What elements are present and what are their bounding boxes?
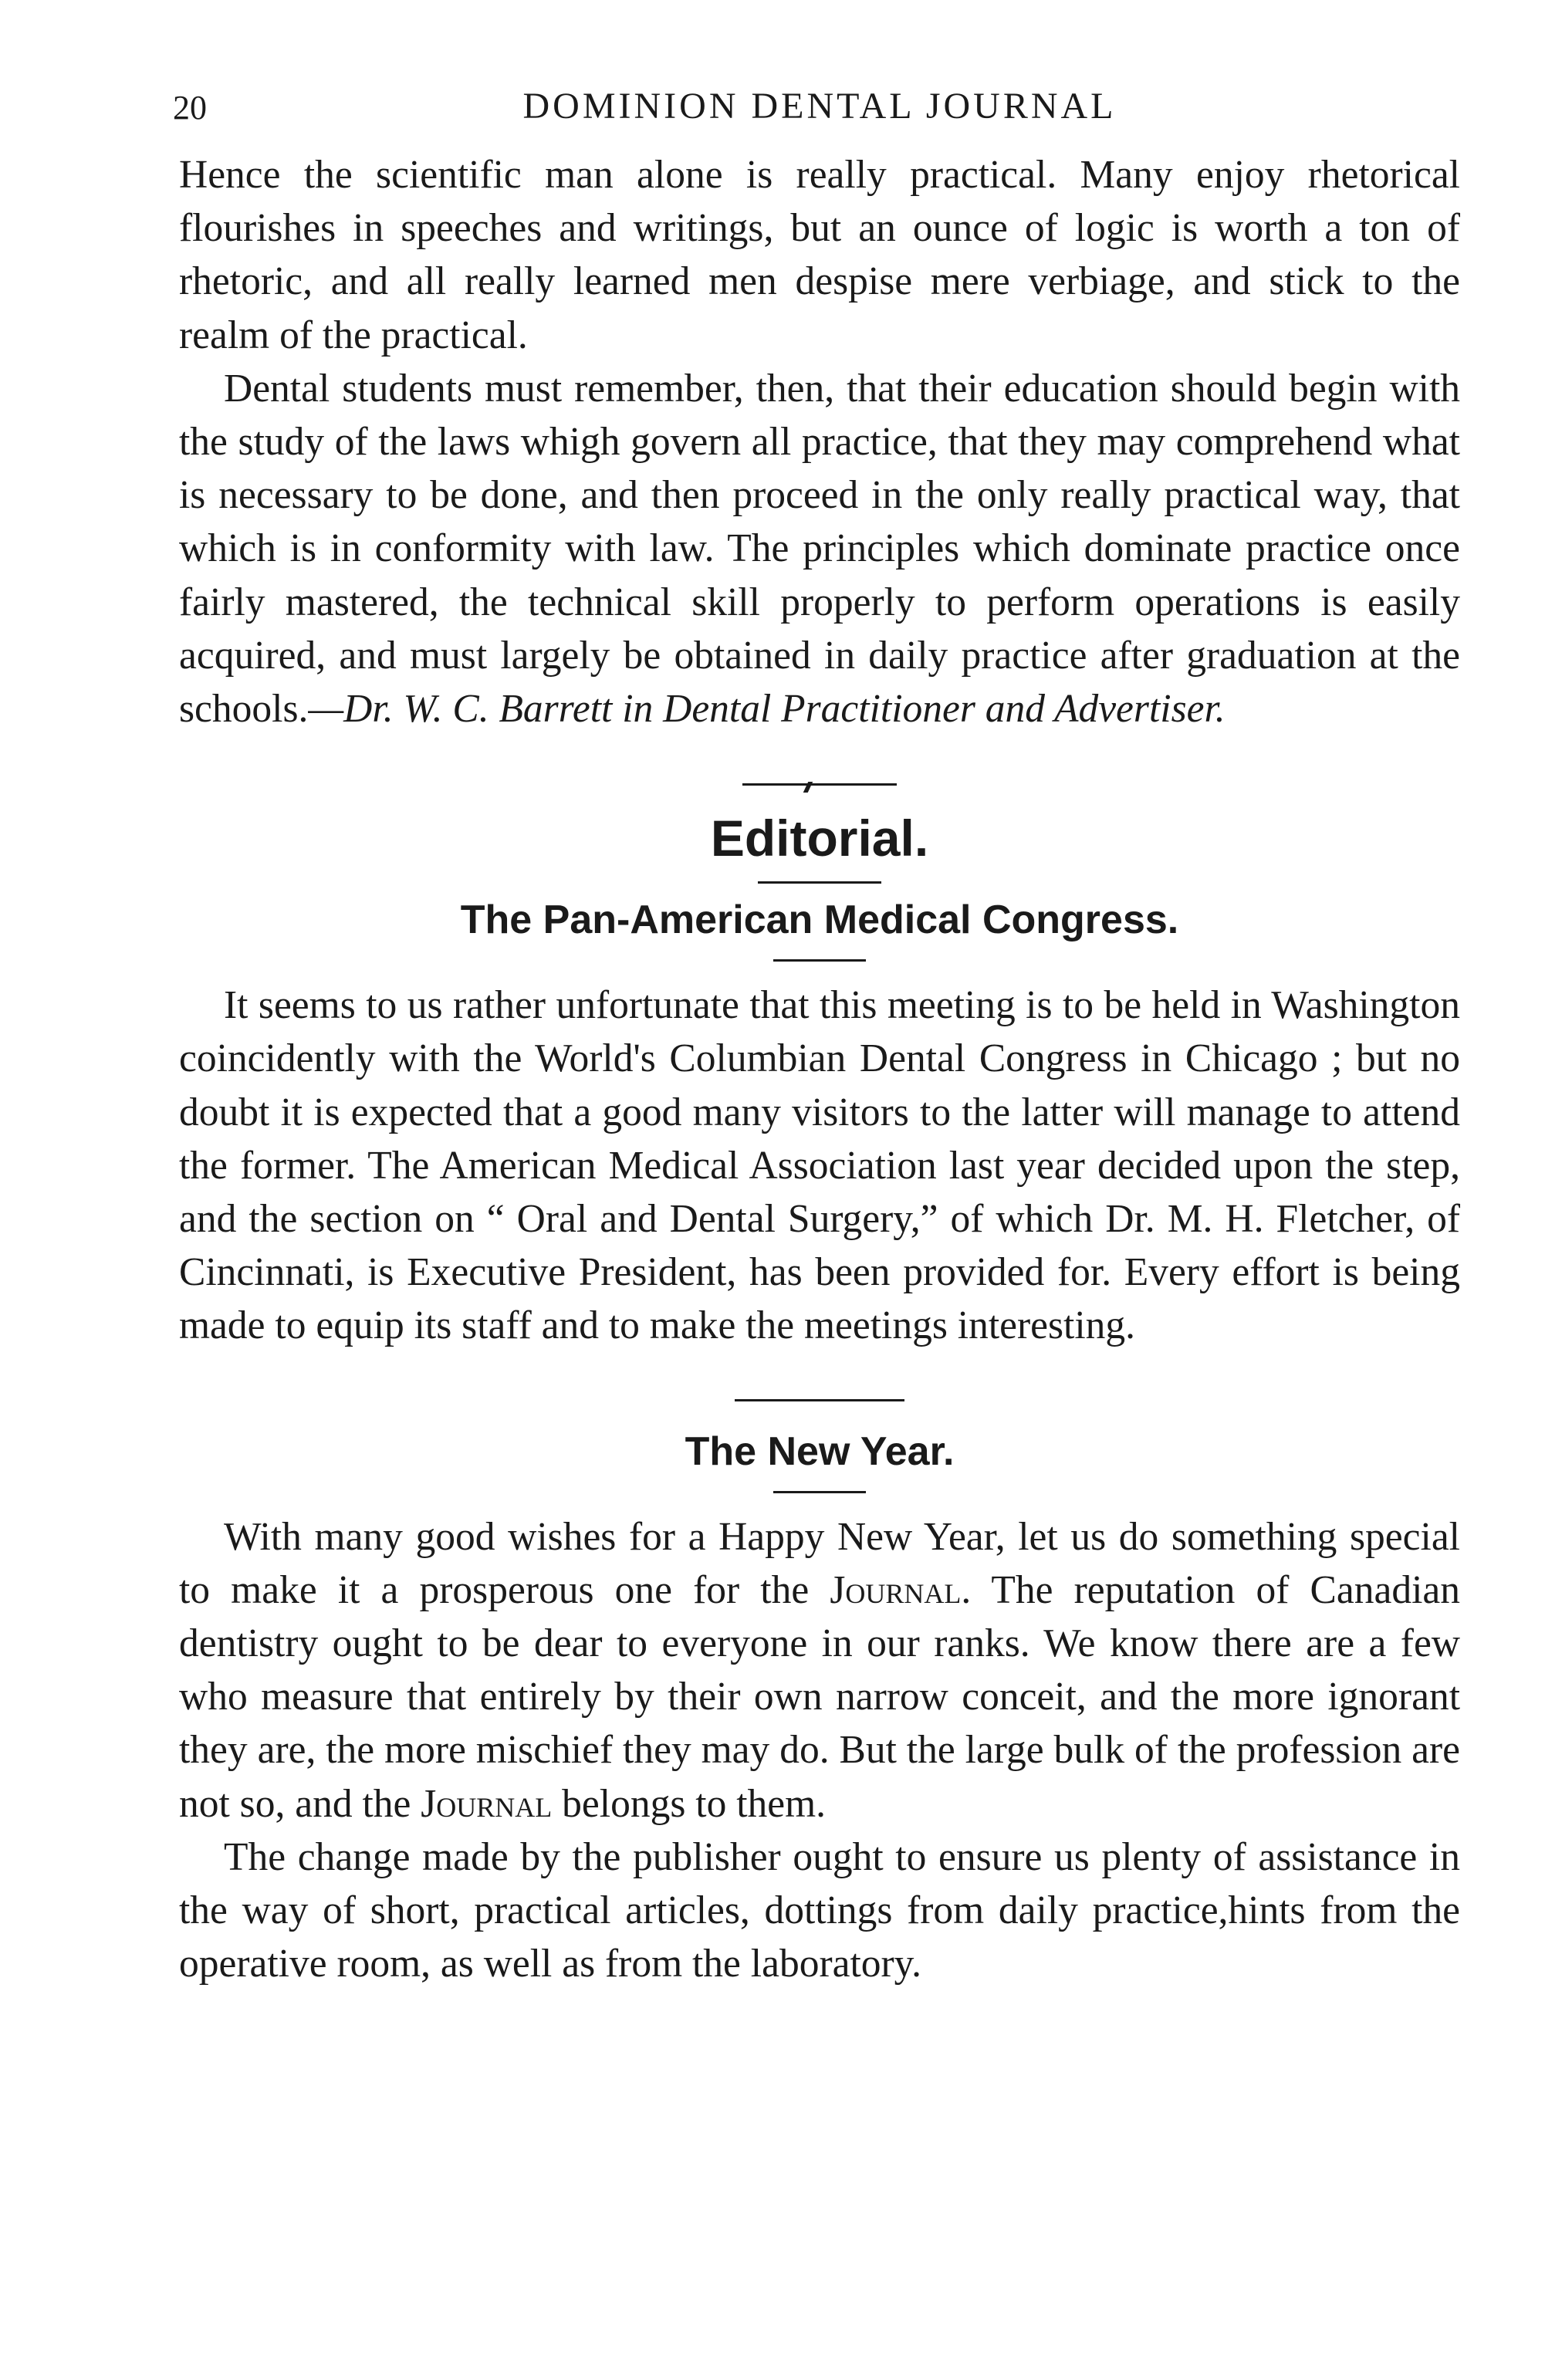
journal-title: DOMINION DENTAL JOURNAL (522, 86, 1117, 127)
continued-paragraph-1: Hence the scientific man alone is really practical. Many enjoy rhetorical flourishes in speeches and writings, but an ounce of logic is worth a ton of rhetoric, and all really learned men despise mere verbiage, and stick to the realm of the practical. (179, 153, 1460, 357)
article-divider (735, 1399, 904, 1401)
article-title-pan-american: The Pan-American Medical Congress. (460, 898, 1179, 943)
new-year-text-b: . The reputation of Canadian dentistry ought to be dear to everyone in our ranks. We know there are a few who measure that entirely by their own narrow conceit, and the more ignorant they are, the more mischief they may do. But the large bulk of the profession are not so, and the (179, 1567, 1461, 1826)
pan-american-paragraph: It seems to us rather unfortunate that this meeting is to be held in Washington coincidently with the World's Columbian Dental Congress in Chicago ; but no doubt it is expected that a good many visitors to the latter will manage to attend the former. The American Medical Association last year decided upon the step, and the section on “ Oral and Dental Surgery,” of which Dr. M. H. Fletcher, of Cincinnati, is Executive President, has been provided for. Every effort is being made to equip its staff and to make the meetings interesting. (179, 983, 1460, 1348)
heading-rule (758, 881, 881, 884)
new-year-paragraph-2: The change made by the publisher ought to ensure us plenty of assistance in the way of short, practical articles, dottings from daily practice,hints from the operative room, as well as from the laboratory. (179, 1834, 1460, 1986)
heading-rule (773, 959, 866, 962)
heading-rule (773, 1491, 866, 1493)
continued-paragraph-2-text: Dental students must remember, then, that their education should begin with the study of the laws whigh govern all practice, that they may comprehend what is necessary to be done, and then proceed in the only really practical way, that which is in conformity with law. The principles which dominate practice once fairly mastered, the technical skill properly to perform operations is easily acquired, and must largely be obtained in daily practice after graduation at the schools. (179, 366, 1460, 732)
section-divider (742, 783, 897, 786)
article-citation: —Dr. W. C. Barrett in Dental Practitioner and Advertiser. (308, 687, 1226, 732)
article-title-new-year: The New Year. (685, 1428, 955, 1474)
new-year-text-a: With many good wishes for a Happy New Year, let us do something special to make it a prosperous one for the (179, 1514, 1460, 1612)
journal-page (173, 62, 1461, 1990)
journal-name: Journal (421, 1781, 553, 1826)
new-year-paragraph-1 (179, 1510, 1460, 1831)
running-head (173, 62, 1460, 131)
continued-paragraph-2 (179, 362, 1460, 735)
new-year-text-c: belongs to them. (552, 1781, 827, 1826)
page-number: 20 (173, 89, 207, 127)
journal-name: Journal (830, 1567, 962, 1612)
editorial-heading: Editorial. (710, 810, 929, 867)
